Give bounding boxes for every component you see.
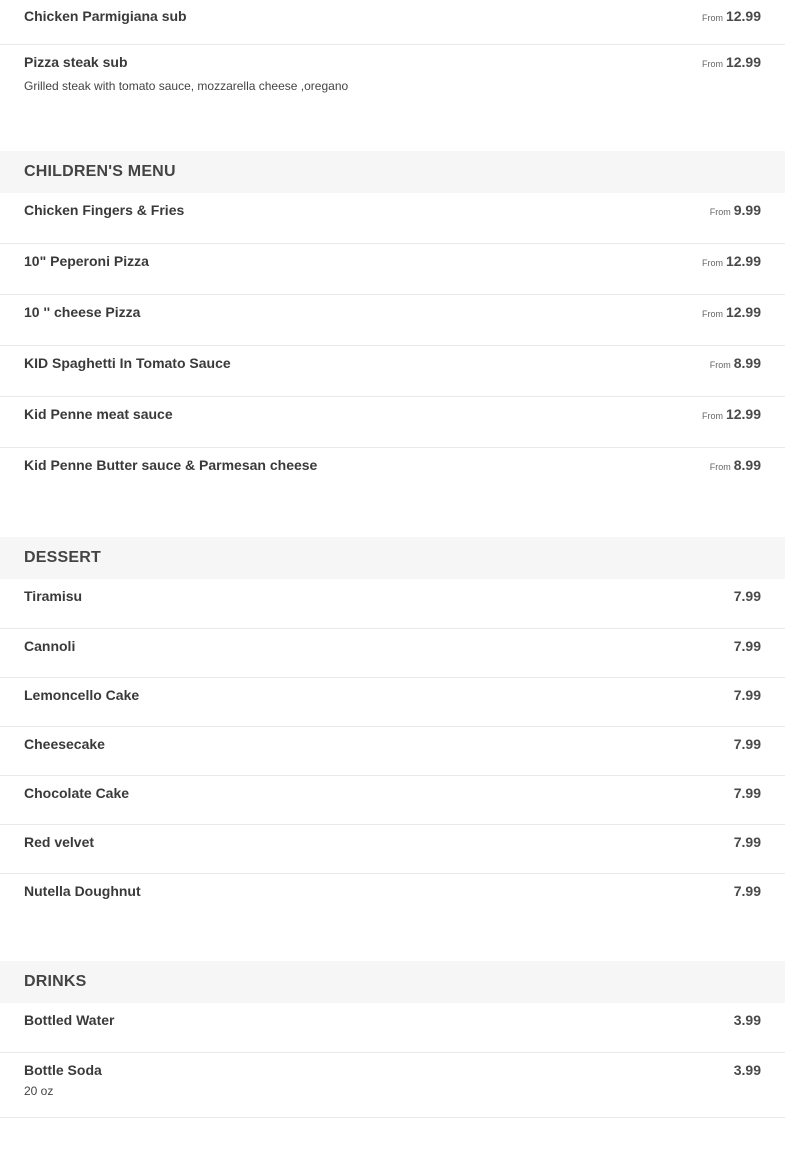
section-header-childrens-menu: CHILDREN'S MENU bbox=[0, 151, 785, 193]
item-name: Tiramisu bbox=[24, 588, 83, 604]
item-name: Lemoncello Cake bbox=[24, 687, 140, 703]
item-name: Cannoli bbox=[24, 638, 76, 654]
item-price bbox=[734, 588, 761, 605]
item-name: Bottle Soda bbox=[24, 1062, 102, 1078]
item-name: Bottled Water bbox=[24, 1012, 115, 1028]
item-description: Grilled steak with tomato sauce, mozzarella cheese ,oregano bbox=[24, 79, 349, 93]
menu-item[interactable] bbox=[0, 448, 785, 537]
menu-item[interactable] bbox=[0, 244, 785, 295]
price-value: 8.99 bbox=[733, 457, 761, 473]
price-value: 3.99 bbox=[733, 1012, 761, 1028]
menu-item[interactable] bbox=[0, 397, 785, 448]
item-price bbox=[710, 202, 761, 220]
item-name: Nutella Doughnut bbox=[24, 883, 141, 899]
item-price bbox=[734, 687, 761, 704]
item-price bbox=[734, 785, 761, 802]
price-from-label: From bbox=[701, 258, 723, 268]
item-price bbox=[734, 883, 761, 900]
price-value: 8.99 bbox=[733, 355, 761, 371]
price-value: 7.99 bbox=[733, 834, 761, 850]
price-from-label: From bbox=[701, 59, 723, 69]
price-value: 3.99 bbox=[733, 1062, 761, 1078]
item-price bbox=[734, 1062, 761, 1079]
item-price bbox=[702, 54, 761, 72]
price-from-label: From bbox=[709, 462, 731, 472]
price-value: 12.99 bbox=[725, 8, 761, 24]
menu-item[interactable] bbox=[0, 193, 785, 244]
item-price bbox=[734, 1012, 761, 1029]
menu-item[interactable] bbox=[0, 874, 785, 961]
menu-item[interactable] bbox=[0, 1003, 785, 1053]
price-from-label: From bbox=[701, 411, 723, 421]
price-value: 7.99 bbox=[733, 588, 761, 604]
menu-item[interactable] bbox=[0, 1053, 785, 1118]
price-value: 12.99 bbox=[725, 54, 761, 70]
menu-item-partial[interactable] bbox=[0, 1118, 785, 1158]
item-name: 10 '' cheese Pizza bbox=[24, 304, 141, 320]
item-name: Kid Penne meat sauce bbox=[24, 406, 173, 422]
price-value: 7.99 bbox=[733, 687, 761, 703]
menu-item[interactable] bbox=[0, 0, 785, 45]
menu-item[interactable] bbox=[0, 776, 785, 825]
menu-item[interactable] bbox=[0, 45, 785, 151]
section-header-dessert: DESSERT bbox=[0, 537, 785, 579]
price-value: 7.99 bbox=[733, 736, 761, 752]
item-price bbox=[702, 304, 761, 322]
price-value: 9.99 bbox=[733, 202, 761, 218]
item-name: Cheesecake bbox=[24, 736, 105, 752]
item-name: Red velvet bbox=[24, 834, 95, 850]
section-header-drinks: DRINKS bbox=[0, 961, 785, 1003]
item-name: Pizza steak sub bbox=[24, 54, 128, 70]
price-value: 7.99 bbox=[733, 638, 761, 654]
item-name: Kid Penne Butter sauce & Parmesan cheese bbox=[24, 457, 318, 473]
item-name: Chocolate Cake bbox=[24, 785, 130, 801]
item-price bbox=[710, 355, 761, 373]
item-price bbox=[734, 736, 761, 753]
price-from-label: From bbox=[701, 309, 723, 319]
menu-item[interactable] bbox=[0, 629, 785, 678]
item-price bbox=[710, 457, 761, 475]
item-name: 10" Peperoni Pizza bbox=[24, 253, 149, 269]
item-price bbox=[702, 8, 761, 26]
price-value: 12.99 bbox=[725, 253, 761, 269]
item-price bbox=[702, 253, 761, 271]
item-price bbox=[702, 406, 761, 424]
price-value: 12.99 bbox=[725, 304, 761, 320]
menu-item[interactable] bbox=[0, 825, 785, 874]
price-from-label: From bbox=[709, 207, 731, 217]
menu-item[interactable] bbox=[0, 678, 785, 727]
menu-item[interactable] bbox=[0, 727, 785, 776]
menu-item[interactable] bbox=[0, 579, 785, 629]
item-price bbox=[734, 834, 761, 851]
menu-item[interactable] bbox=[0, 295, 785, 346]
item-description: 20 oz bbox=[24, 1084, 54, 1098]
item-name: Chicken Fingers & Fries bbox=[24, 202, 185, 218]
price-from-label: From bbox=[709, 360, 731, 370]
item-name: KID Spaghetti In Tomato Sauce bbox=[24, 355, 231, 371]
item-price bbox=[734, 638, 761, 655]
menu-item[interactable] bbox=[0, 346, 785, 397]
price-value: 7.99 bbox=[733, 785, 761, 801]
price-value: 12.99 bbox=[725, 406, 761, 422]
price-from-label: From bbox=[701, 13, 723, 23]
item-name: Chicken Parmigiana sub bbox=[24, 8, 187, 24]
price-value: 7.99 bbox=[733, 883, 761, 899]
